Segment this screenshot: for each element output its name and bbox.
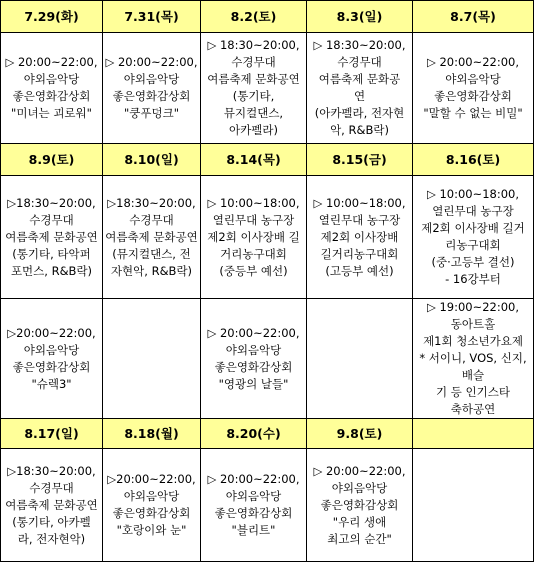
date-header-cell: 8.9(토) <box>1 144 103 176</box>
event-cell: ▷18:30~20:00, 수경무대 여름축제 문화공연 (통기타, 타악퍼 포먼스, R&B락) <box>1 176 103 299</box>
date-header-row <box>1 1 534 33</box>
date-header-cell: 8.15(금) <box>307 144 413 176</box>
event-cell: ▷20:00~22:00, 야외음악당 좋은영화감상회 "슈렉3" <box>1 299 103 419</box>
date-header-cell: 8.14(목) <box>201 144 307 176</box>
event-cell: ▷ 20:00~22:00, 야외음악당 좋은영화감상회 "말할 수 없는 비밀" <box>413 33 534 144</box>
date-header-cell: 8.18(월) <box>103 419 201 449</box>
date-header-row <box>1 419 534 449</box>
date-header-cell: 8.17(일) <box>1 419 103 449</box>
event-cell <box>307 299 413 419</box>
date-header-cell <box>413 419 534 449</box>
event-cell <box>413 449 534 562</box>
date-header-cell: 9.8(토) <box>307 419 413 449</box>
date-header-cell: 8.16(토) <box>413 144 534 176</box>
date-header-cell: 7.31(목) <box>103 1 201 33</box>
event-row <box>1 449 534 562</box>
event-row <box>1 33 534 144</box>
event-cell: ▷18:30~20:00, 수경무대 여름축제 문화공연 (통기타, 아카펠 라, 전자현악) <box>1 449 103 562</box>
date-header-cell: 8.10(일) <box>103 144 201 176</box>
event-cell: ▷ 10:00~18:00, 열린무대 농구장 제2회 이사장배 길거 리농구대회 (중·고등부 결선) - 16강부터 <box>413 176 534 299</box>
event-cell: ▷ 10:00~18:00, 열린무대 농구장 제2회 이사장배 길 거리농구대회 (중등부 예선) <box>201 176 307 299</box>
date-header-cell: 8.20(수) <box>201 419 307 449</box>
event-cell <box>103 299 201 419</box>
event-cell: ▷ 20:00~22:00, 야외음악당 좋은영화감상회 "쿵푸덩크" <box>103 33 201 144</box>
date-header-cell: 8.2(토) <box>201 1 307 33</box>
event-row <box>1 176 534 299</box>
event-row <box>1 299 534 419</box>
date-header-cell: 7.29(화) <box>1 1 103 33</box>
event-cell: ▷ 20:00~22:00, 야외음악당 좋은영화감상회 "블리트" <box>201 449 307 562</box>
event-cell: ▷20:00~22:00, 야외음악당 좋은영화감상회 "호랑이와 눈" <box>103 449 201 562</box>
event-cell: ▷ 20:00~22:00, 야외음악당 좋은영화감상회 "영광의 날들" <box>201 299 307 419</box>
event-cell: ▷ 10:00~18:00, 열린무대 농구장 제2회 이사장배 길거리농구대회 (고등부 예선) <box>307 176 413 299</box>
date-header-cell: 8.7(목) <box>413 1 534 33</box>
event-cell: ▷ 20:00~22:00, 야외음악당 좋은영화감상회 "미녀는 괴로워" <box>1 33 103 144</box>
event-cell: ▷18:30~20:00, 수경무대 여름축제 문화공연 (뮤지컬댄스, 전 자현악, R&B락) <box>103 176 201 299</box>
event-cell: ▷ 19:00~22:00, 동아트홀 제1회 청소년가요제 * 서이니, VOS, 신지, 배슬 기 등 인기스타 축하공연 <box>413 299 534 419</box>
event-cell: ▷ 18:30~20:00, 수경무대 여름축제 문화공연 (통기타, 뮤지컬댄스, 아카펠라) <box>201 33 307 144</box>
date-header-cell: 8.3(일) <box>307 1 413 33</box>
event-cell: ▷ 18:30~20:00, 수경무대 여름축제 문화공 연 (아카펠라, 전자현 악, R&B락) <box>307 33 413 144</box>
event-cell: ▷ 20:00~22:00, 야외음악당 좋은영화감상회 "우리 생애 최고의 순간" <box>307 449 413 562</box>
date-header-row <box>1 144 534 176</box>
